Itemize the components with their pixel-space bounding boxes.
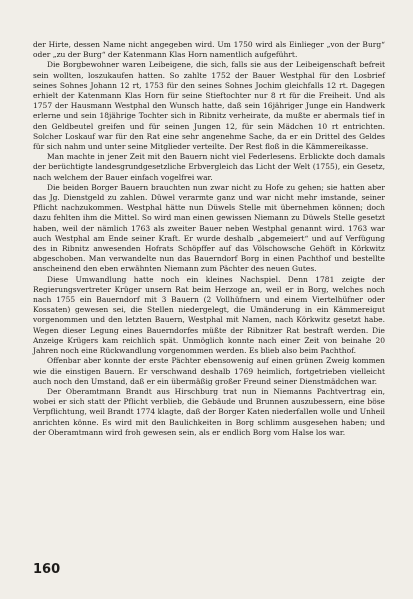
- paragraph: Der Oberamtmann Brandt aus Hirschburg trat nun in Niemanns Pachtvertrag ein, wobei er sich statt der Pflicht verblieb, die Gebäude und Brunnen auszubessern, eine böse Verpflichtung, weil Brandt 1774 klagte, daß der Borger Katen niederfallen wolle und Unheil anrichten könne. Es wird mit den Baulichkeiten in Borg schlimm ausgesehen haben; und der Oberamtmann wird froh gewesen sein, als er endlich Borg vom Halse los war.: [33, 386, 385, 437]
- body-text: [33, 40, 385, 438]
- page-number: 160: [33, 562, 61, 577]
- paragraph: Man machte in jener Zeit mit den Bauern nicht viel Federlesens. Erblickte doch damals der berüchtigte landesgrundgesetzliche Erbvergleich das Licht der Welt (1755), ein Gesetz, nach welchem der Bauer einfach vogelfrei war.: [33, 152, 385, 182]
- paragraph: Diese Umwandlung hatte noch ein kleines Nachspiel. Denn 1781 zeigte der Regierungsvertreter Krüger unsern Rat beim Herzoge an, weil er in Borg, welches noch nach 1755 ein Bauerndorf mit 3 Bauern (2 Vollhüfnern und einem Viertelhüfner oder Kossaten) gewesen sei, die Stellen niedergelegt, die Umänderung in ein Kämmereigut vorgenommen und den letzten Bauern, Westphal mit Namen, nach Körkwitz gesetzt habe. Wegen dieser Legung eines Bauerndorfes müßte der Ribnitzer Rat bestraft werden. Die Anzeige Krügers kam reichlich spät. Unmöglich konnte nach einer Zeit von beinahe 20 Jahren noch eine Rückwandlung vorgenommen werden. Es blieb also beim Pachthof.: [33, 274, 385, 356]
- paragraph: Offenbar aber konnte der erste Pächter ebensowenig auf einen grünen Zweig kommen wie die einstigen Bauern. Er verschwand deshalb 1769 heimlich, fortgetrieben vielleicht auch noch den Umstand, daß er ein übermäßig großer Freund seiner Dienstmädchen war.: [33, 356, 385, 386]
- paragraph: der Hirte, dessen Name nicht angegeben wird. Um 1750 wird als Einlieger „von der Burg“ oder „zu der Burg“ der Katenmann Klas Horn namentlich aufgeführt.: [33, 40, 385, 60]
- paragraph: Die beiden Borger Bauern brauchten nun zwar nicht zu Hofe zu gehen; sie hatten aber das Jg. Dienstgeld zu zahlen. Düwel verarmte ganz und war nicht mehr imstande, seiner Pflicht nachzukommen. Westphal hätte nun Düwels Stelle mit übernehmen können; doch dazu fehlten ihm die Mittel. So wird man einen gewissen Niemann zu Düwels Stelle gesetzt haben, weil der nämlich 1763 als zweiter Bauer neben Westphal genannt wird. 1763 war auch Westphal am Ende seiner Kraft. Er wurde deshalb „abgemeiert“ und auf Verfügung des in Ribnitz anwesenden Hofrats Schöpffer auf das Völschowsche Gehöft in Körkwitz abgeschoben. Man verwandelte nun das Bauerndorf Borg in einen Pachthof und bestellte anscheinend den eben erwähnten Niemann zum Pächter des neuen Gutes.: [33, 182, 385, 274]
- paragraph: Die Borgbewohner waren Leibeigene, die sich, falls sie aus der Leibeigenschaft befreit sein wollten, loszukaufen hatten. So zahlte 1752 der Bauer Westphal für den Losbrief seines Sohnes Johann 12 rt, 1753 für den seines Sohnes Jochim gleichfalls 12 rt. Dagegen erhielt der Katenmann Klas Horn für seine Stieftochter nur 8 rt für die Freiheit. Und als 1757 der Hausmann Westphal den Wunsch hatte, daß sein 16jähriger Junge ein Handwerk erlerne und sein 18jährige Tochter sich in Ribnitz verheirate, da mußte er abermals tief in den Geldbeutel greifen und für seinen Jungen 12, für sein Mädchen 10 rt entrichten. Solcher Loskauf war für den Rat eine sehr angenehme Sache, da er ein Drittel des Geldes für sich nahm und unter seine Mitglieder verteilte. Der Rest floß in die Kämmereikasse.: [33, 60, 385, 152]
